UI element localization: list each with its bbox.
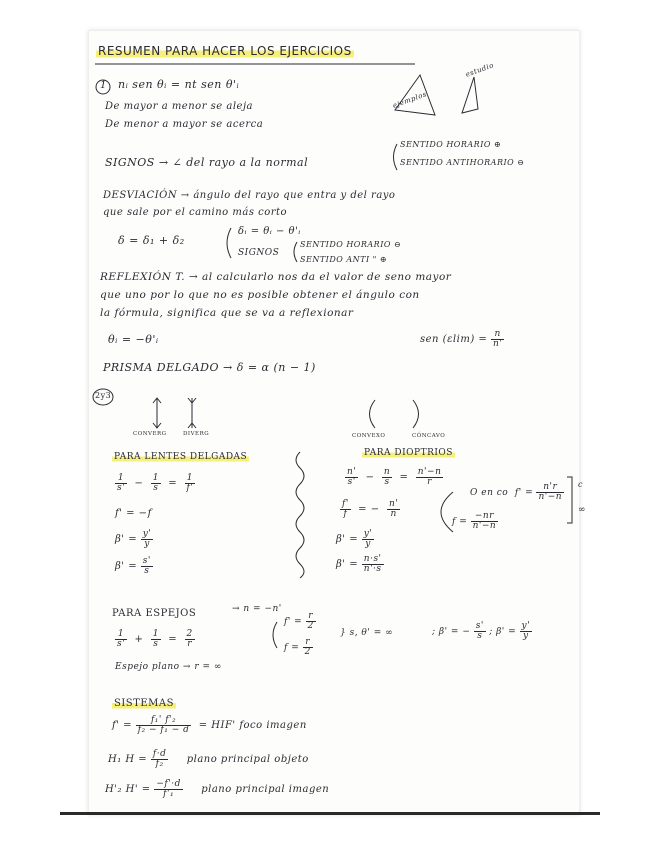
page-title: RESUMEN PARA HACER LOS EJERCICIOS bbox=[98, 44, 352, 58]
signos-option-1: SENTIDO HORARIO ⊕ bbox=[400, 140, 502, 149]
dioptrios-eq1: $\frac{n'}{s'}$ − $\frac{n}{s}$ = $\frac{n'-n}{r}$ bbox=[347, 467, 442, 487]
dioptrios-mark-inf: ∞ bbox=[578, 505, 586, 515]
prisma-delgado: PRISMA DELGADO → δ = α (n − 1) bbox=[103, 361, 316, 374]
theta-equation: θᵢ = −θ'ᵢ bbox=[108, 333, 159, 346]
lens-label-diverg: DIVERG bbox=[183, 431, 210, 437]
triangle-label-2: estudio bbox=[464, 61, 495, 79]
sen-lim bbox=[420, 330, 504, 349]
dioptrios-f-prime: O en co f' = $\frac{n'r}{n'-n}$ bbox=[470, 482, 563, 502]
sistemas-h1: H₁ H = $\frac{f\cdot d}{\text{f₂}}$ plano principal objeto bbox=[108, 749, 309, 769]
lentes-eq2: f' = −f bbox=[115, 508, 152, 519]
espejos-f2: f = $\frac{r}{2}$ bbox=[284, 637, 311, 657]
dioptrios-mark-c: c bbox=[578, 480, 583, 489]
delta-brace bbox=[222, 226, 232, 260]
sistemas-h2: H'₂ H' = $\frac{-f'\cdot d}{\text{f'₁}}$ plano principal imagen bbox=[105, 779, 330, 799]
delta-signos: SIGNOS bbox=[238, 248, 280, 258]
dioptrios-brace bbox=[425, 490, 455, 534]
sen-lim-label: sen (εlim) = bbox=[420, 334, 488, 345]
lentes-eq4: β' = $\frac{s'}{s}$ bbox=[115, 556, 151, 576]
espejos-s: } s, θ' = ∞ bbox=[340, 628, 394, 638]
dioptrios-eq4: β' = $\frac{n\cdot s'}{n'\cdot s}$ bbox=[336, 554, 382, 574]
lens-label-converg: CONVERG bbox=[133, 431, 167, 437]
snell-law: nᵢ sen θᵢ = nt sen θ'ᵢ bbox=[118, 78, 240, 91]
mirror-label-concavo: CÓNCAVO bbox=[412, 433, 446, 439]
delta-option-2: SENTIDO ANTI " ⊕ bbox=[300, 255, 388, 264]
delta-sub: δᵢ = θᵢ − θ'ᵢ bbox=[238, 226, 301, 237]
desviacion-line-1: DESVIACIÓN → ángulo del rayo que entra y del rayo bbox=[103, 190, 396, 201]
line-near: De menor a mayor se acerca bbox=[105, 119, 264, 130]
triangle-drawing bbox=[390, 65, 500, 125]
signos-brace bbox=[388, 142, 398, 172]
lentes-title: PARA LENTES DELGADAS bbox=[114, 452, 248, 462]
sistemas-title: SISTEMAS bbox=[114, 698, 174, 709]
reflexion-line-3: la fórmula, significa que se va a reflexionar bbox=[100, 307, 354, 319]
espejos-f1: f' = $\frac{r}{2}$ bbox=[284, 611, 314, 631]
sistemas-f: f' = $\frac{\text{f₁' f'₂}}{\text{f₂ − f₁ − d}}$ = HIF' foco imagen bbox=[112, 715, 307, 735]
dioptrios-bracket bbox=[565, 475, 575, 525]
lentes-eq3: β' = $\frac{y'}{y}$ bbox=[115, 529, 152, 549]
delta-equation: δ = δ₁ + δ₂ bbox=[118, 234, 185, 247]
dioptrios-title: PARA DIOPTRIOS bbox=[364, 448, 453, 458]
espejos-brace bbox=[268, 620, 278, 650]
triangle-label-1: ejemplos bbox=[391, 90, 428, 110]
section-number-1: 1 bbox=[100, 80, 107, 91]
lentes-eq1: $\frac{1}{s'}$ − $\frac{1}{s}$ = $\frac{1}{f'}$ bbox=[117, 473, 194, 493]
espejos-title: PARA ESPEJOS bbox=[112, 608, 197, 619]
sen-lim-fraction: $\frac{n}{n'}$ bbox=[492, 329, 503, 349]
signos-option-2: SENTIDO ANTIHORARIO ⊖ bbox=[400, 158, 525, 167]
reflexion-line-2: que uno por lo que no es posible obtener el ángulo con bbox=[100, 289, 420, 301]
page-bottom-edge bbox=[60, 812, 600, 815]
espejos-condition: → n = −n' bbox=[232, 604, 282, 614]
title-underline bbox=[95, 62, 415, 66]
desviacion-line-2: que sale por el camino más corto bbox=[103, 207, 288, 218]
delta-option-1: SENTIDO HORARIO ⊖ bbox=[300, 240, 402, 249]
espejos-eq: $\frac{1}{s'}$ + $\frac{1}{s}$ = $\frac{2}{r}$ bbox=[117, 629, 193, 649]
espejo-plano: Espejo plano → r = ∞ bbox=[115, 662, 222, 672]
delta-signos-brace bbox=[290, 240, 298, 264]
espejos-beta: ; β' = − $\frac{s'}{s}$ ; β' = $\frac{y'}{y}$ bbox=[432, 621, 531, 641]
line-far: De mayor a menor se aleja bbox=[105, 101, 254, 112]
lens-drawings bbox=[140, 395, 460, 435]
wavy-divider bbox=[290, 450, 310, 580]
dioptrios-eq3: β' = $\frac{y'}{y}$ bbox=[336, 529, 373, 549]
dioptrios-f: f = $\frac{-nr}{n'-n}$ bbox=[452, 511, 497, 531]
dioptrios-eq2: $\frac{f'}{f}$ = − $\frac{n'}{n}$ bbox=[342, 499, 399, 519]
section-number-2: 2y3 bbox=[95, 391, 112, 400]
reflexion-line-1: REFLEXIÓN T. → al calcularlo nos da el valor de seno mayor bbox=[100, 271, 452, 283]
signos-label: SIGNOS → ∠ del rayo a la normal bbox=[105, 156, 309, 169]
mirror-label-convexo: CONVEXO bbox=[352, 433, 386, 439]
